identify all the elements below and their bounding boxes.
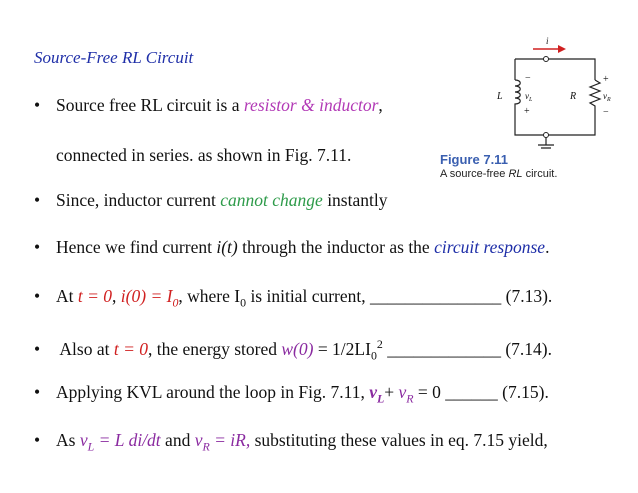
subscript: L — [376, 391, 385, 406]
bullet-circuit-response — [34, 236, 549, 258]
inductor-label: L — [497, 91, 503, 102]
bullet-substitution — [34, 429, 548, 458]
text: substituting these values in eq. 7.15 yield, — [250, 430, 548, 450]
text: , — [378, 95, 383, 115]
text: , the energy stored — [148, 338, 282, 359]
rl-circuit-diagram — [440, 35, 615, 150]
text: v — [79, 430, 88, 450]
figure-caption — [440, 152, 557, 180]
subscript: R — [406, 391, 414, 406]
text: connected in series. as shown in Fig. 7.11. — [56, 145, 352, 165]
text: through the inductor as the — [237, 237, 435, 257]
vR-label: $v_R$ — [603, 91, 611, 103]
text: instantly — [322, 190, 388, 210]
vL-symbol — [369, 382, 385, 406]
figure-label: Figure 7.11 — [440, 152, 508, 167]
energy-w0: w(0) — [281, 338, 314, 359]
text: is initial current, _______________ (7.13). — [246, 286, 553, 306]
bullet-marker: • — [34, 430, 41, 450]
time-zero: t = 0 — [113, 338, 149, 359]
highlight-circuit-response: circuit response — [434, 237, 546, 257]
top-node — [544, 57, 549, 62]
ground-symbol — [538, 145, 554, 150]
superscript: 2 — [376, 337, 383, 351]
text: and — [160, 430, 195, 450]
vR-symbol — [398, 382, 414, 406]
vR-plus: + — [603, 74, 609, 85]
current-arrow — [533, 45, 566, 53]
text: v — [398, 382, 407, 402]
text: v — [369, 382, 377, 402]
subscript: 0 — [370, 348, 377, 363]
current-it: i(t) — [216, 237, 238, 257]
bullet-marker: • — [34, 286, 41, 306]
resistor-label: R — [570, 91, 577, 102]
subscript: 0 — [172, 295, 179, 310]
bottom-node — [544, 133, 549, 138]
text: A source-free — [440, 168, 509, 180]
subscript: 0 — [240, 295, 247, 310]
vR-minus: − — [603, 107, 609, 118]
text: = 0 ______ (7.15). — [413, 382, 549, 402]
subscript: L — [87, 439, 95, 454]
vL-minus: − — [525, 73, 531, 84]
text: + — [384, 382, 399, 402]
bullet-inductor-current — [34, 189, 387, 211]
current-label: i — [546, 36, 549, 46]
bullet-marker: • — [34, 237, 41, 257]
bullet-initial-current — [34, 285, 552, 314]
highlight-cannot-change: cannot change — [220, 190, 323, 210]
text: = 1/2LI — [313, 338, 371, 359]
slide-title: Source-Free RL Circuit — [34, 48, 194, 67]
text: . — [545, 237, 550, 257]
text: At — [56, 286, 78, 306]
text: Hence we find current — [56, 237, 217, 257]
text: v — [194, 430, 203, 450]
vR-expr — [194, 430, 251, 454]
text: Since, inductor current — [56, 190, 221, 210]
time-zero: t = 0 — [77, 286, 113, 306]
subscript: R — [202, 439, 210, 454]
vL-label: $v_L$ — [525, 91, 533, 103]
inductor-coil — [515, 80, 520, 110]
bullet-series-continuation — [56, 144, 351, 166]
text: As — [56, 430, 80, 450]
bullet-marker: • — [34, 190, 41, 210]
text: circuit. — [522, 168, 558, 180]
vL-expr — [79, 430, 161, 454]
text: i(0) = I — [120, 286, 173, 306]
text: _____________ (7.14). — [382, 338, 552, 359]
bullet-marker: • — [34, 382, 41, 402]
bullet-marker: • — [34, 338, 41, 359]
text: RL — [508, 168, 523, 180]
resistor-zigzag — [590, 80, 600, 113]
bullet-energy-stored — [34, 333, 552, 366]
initial-current-expr — [120, 286, 179, 310]
figure-description — [440, 168, 557, 180]
text: = L di/dt — [94, 430, 161, 450]
text: Applying KVL around the loop in Fig. 7.11, — [56, 382, 370, 402]
text: Source free RL circuit is a — [56, 95, 244, 115]
text: , where I — [178, 286, 241, 306]
highlight-resistor-inductor: resistor & inductor — [243, 95, 379, 115]
bullet-marker: • — [34, 95, 41, 115]
vL-plus: + — [524, 106, 530, 117]
bullet-kvl — [34, 381, 549, 410]
bullet-series-definition — [34, 94, 383, 116]
text: = iR, — [209, 430, 251, 450]
text: , — [112, 286, 121, 306]
text: Also at — [56, 338, 114, 359]
